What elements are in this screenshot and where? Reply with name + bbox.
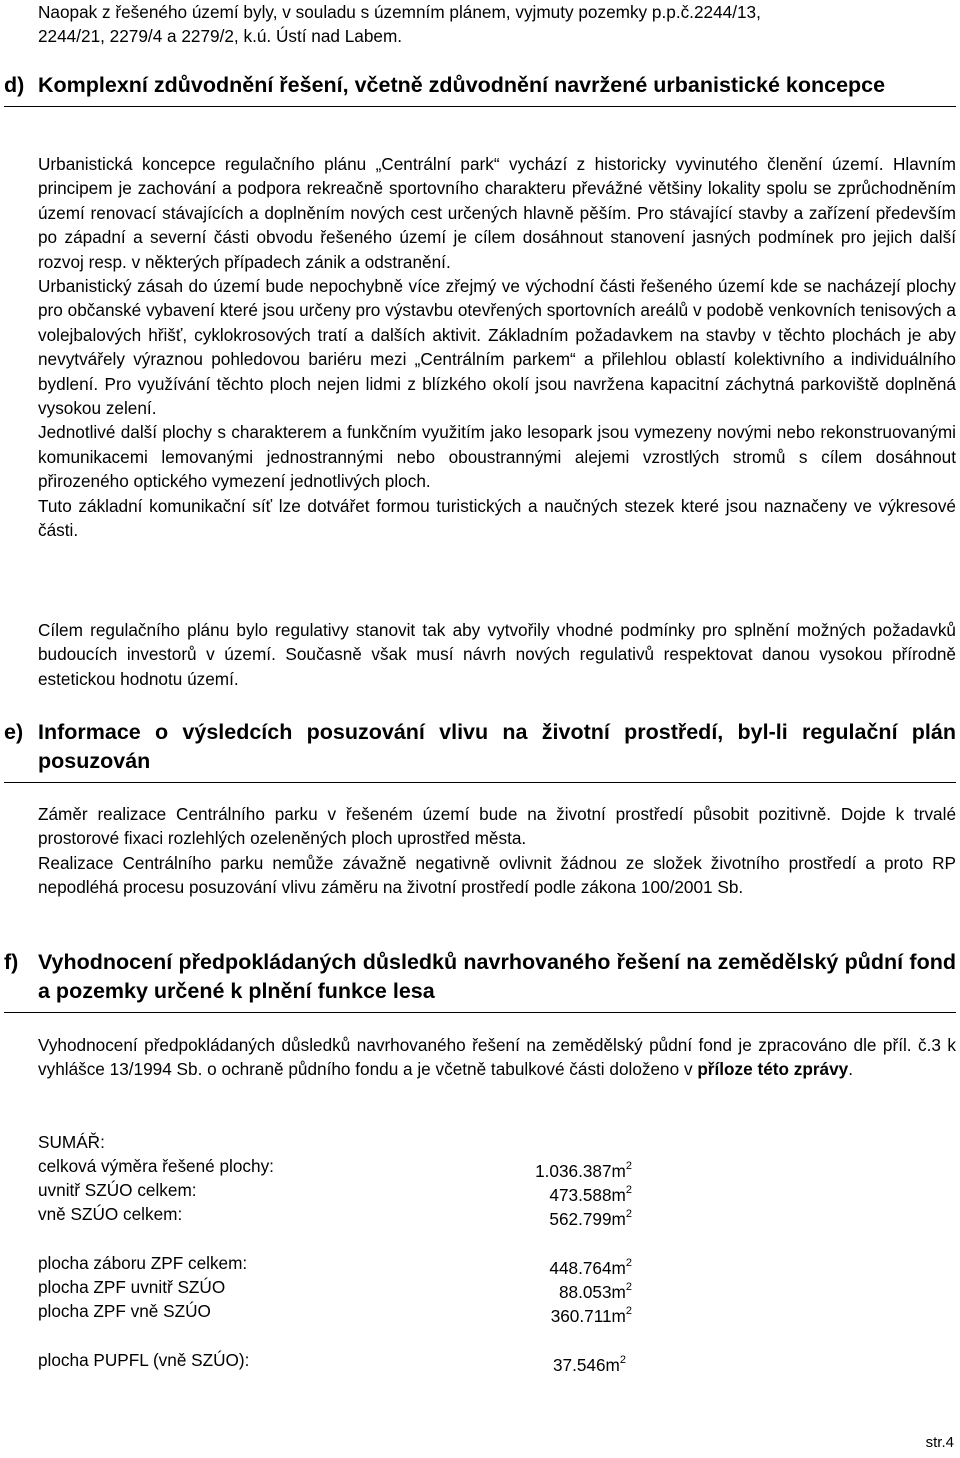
sumar-number: 1.036.387 (535, 1161, 612, 1181)
intro-text (38, 0, 928, 48)
section-d-paragraph-5: Cílem regulačního plánu bylo regulativy stanovit tak aby vytvořily vhodné podmínky pro splnění možných požadavků budoucích investorů v území. Současně však musí návrh nových regulativů respektovat danou vysokou přírodně estetickou hodnotu území. (38, 620, 956, 689)
sumar-row (38, 1202, 638, 1229)
sumar-unit-exponent: 2 (625, 1184, 632, 1196)
section-d-paragraph-3: Jednotlivé další plochy s charakterem a funkčním využitím jako lesopark jsou vymezeny novými nebo rekonstruovanými komunikacemi lemovanými jednostrannými nebo oboustrannými alejemi vzrostlých stromů s cílem dosáhnout přirozeného optického vymezení jednotlivých ploch. (38, 422, 956, 492)
section-f-letter: f) (4, 950, 19, 974)
sumar-heading (38, 1130, 638, 1154)
sumar-unit: m (611, 1258, 626, 1278)
sumar-row (38, 1251, 638, 1278)
sumar-title: SUMÁŘ: (38, 1132, 105, 1152)
sumar-number: 473.588 (549, 1185, 612, 1205)
sumar-unit-exponent: 2 (625, 1160, 632, 1172)
sumar-number: 88.053 (558, 1282, 612, 1302)
section-d-heading (4, 71, 956, 107)
section-d-paragraph-2: Urbanistický zásah do území bude nepochybně více zřejmý ve východní části řešeného území kde se nacházejí plochy pro občanské vybavení které jsou určeny pro výstavbu otevřených sportovních areálů v podobě venkovních tenisových a volejbalových hřišť, cyklokrosových tratí a dalších aktivit. Základním požadavkem na stavby v těchto plochách je aby nevytvářely výraznou pohledovou bariéru mezi „Centrálním parkem“ a přilehlou oblastí kolektivního a individuálního bydlení. Pro využívání těchto ploch nejen lidmi z blízkého okolí jsou navržena kapacitní záchytná parkoviště doplněná vysokou zelení. (38, 276, 956, 419)
sumar-row (38, 1178, 638, 1205)
section-f-p1-end: . (848, 1059, 853, 1080)
sumar-value (549, 1202, 632, 1231)
section-e-paragraph-1: Záměr realizace Centrálního parku v řešeném území bude na životní prostředí působit pozitivně. Dojde k trvalé prostorové fixaci rozlehlých ozeleněných ploch uprostřed města. (38, 804, 956, 849)
sumar-label: uvnitř SZÚO celkem: (38, 1180, 197, 1200)
sumar-unit-exponent: 2 (619, 1354, 626, 1366)
sumar-unit-exponent: 2 (625, 1257, 632, 1269)
sumar-label: plocha PUPFL (vně SZÚO): (38, 1350, 250, 1370)
section-e-title: Informace o výsledcích posuzování vlivu na životní prostředí, byl-li regulační plán posuzován (38, 720, 956, 773)
section-f-heading (4, 948, 956, 1013)
section-e-body (38, 802, 956, 900)
sumar-label: celková výměra řešené plochy: (38, 1156, 274, 1176)
section-e-paragraph-2: Realizace Centrálního parku nemůže závažně negativně ovlivnit žádnou ze složek životního prostředí a proto RP nepodléhá procesu posuzování vlivu záměru na životní prostředí podle zákona 100/2001 Sb. (38, 852, 956, 898)
sumar-row (38, 1275, 638, 1302)
sumar-number: 37.546 (552, 1355, 606, 1375)
sumar-unit: m (605, 1355, 620, 1375)
section-d-body (38, 152, 956, 543)
section-d-letter: d) (4, 73, 25, 97)
sumar-number: 360.711 (550, 1306, 612, 1326)
sumar-number: 448.764 (549, 1258, 612, 1278)
section-d-p1b: Pro stávající stavby a zařízení především po západní a severní části obvodu řešeného území je cílem dosáhnout stanovení jasných podmínek pro jejich další rozvoj resp. v některých případech zánik a odstranění. (38, 202, 956, 272)
section-d-title: Komplexní zdůvodnění řešení, včetně zdůvodnění navržené urbanistické koncepce (38, 73, 886, 97)
sumar-unit-exponent: 2 (625, 1305, 632, 1317)
section-f-p1a: Vyhodnocení předpokládaných důsledků navrhovaného řešení na zemědělský půdní fond je zpracováno dle příl. č.3 k vyhlášce 13/1994 Sb. o ochraně půdního fondu a je včetně tabulkové části doloženo v (38, 1035, 956, 1080)
section-d-paragraph-1 (38, 152, 956, 274)
sumar-unit: m (611, 1209, 626, 1229)
intro-line-2: 2244/21, 2279/4 a 2279/2, k.ú. Ústí nad Labem. (38, 26, 403, 46)
sumar-label: plocha záboru ZPF celkem: (38, 1253, 248, 1273)
section-e-letter: e) (4, 720, 24, 744)
sumar-label: plocha ZPF uvnitř SZÚO (38, 1277, 226, 1297)
sumar-value (553, 1348, 626, 1377)
section-e-heading (4, 718, 956, 783)
sumar-label: plocha ZPF vně SZÚO (38, 1301, 211, 1321)
section-f-title: Vyhodnocení předpokládaných důsledků navrhovaného řešení na zemědělský půdní fond a pozemky určené k plnění funkce lesa (38, 950, 956, 1003)
sumar-unit: m (611, 1161, 626, 1181)
sumar-value (551, 1299, 632, 1328)
section-d-paragraph-4: Tuto základní komunikační síť lze dotvářet formou turistických a naučných stezek které jsou naznačeny ve výkresové části. (38, 495, 956, 541)
sumar-unit-exponent: 2 (625, 1281, 632, 1293)
sumar-unit: m (611, 1185, 626, 1205)
sumar-unit: m (611, 1306, 626, 1326)
page-number: str.4 (925, 1434, 954, 1451)
sumar-label: vně SZÚO celkem: (38, 1204, 183, 1224)
sumar-unit-exponent: 2 (625, 1208, 632, 1220)
intro-line-1: Naopak z řešeného území byly, v souladu s územním plánem, vyjmuty pozemky p.p.č.2244/13, (38, 2, 761, 22)
sumar-row (38, 1154, 638, 1181)
sumar-row (38, 1348, 638, 1375)
attachment-reference: příloze této zprávy (697, 1059, 849, 1080)
section-f-paragraph-1 (38, 1033, 956, 1082)
section-d-p1a: Urbanistická koncepce regulačního plánu „Centrální park“ vychází z historicky vyvinutého členění území. Hlavním principem je zachování a podpora rekreačně sportovního charakteru převážné většiny lokality spolu se zprůchodněním území renovací stávajících a doplněním nových cest určených hlavně pěším. (38, 154, 956, 223)
sumar-row (38, 1299, 638, 1326)
sumar-number: 562.799 (549, 1209, 612, 1229)
section-f-body (38, 1033, 956, 1082)
section-d-conclusion (38, 618, 956, 691)
sumar-unit: m (611, 1282, 626, 1302)
